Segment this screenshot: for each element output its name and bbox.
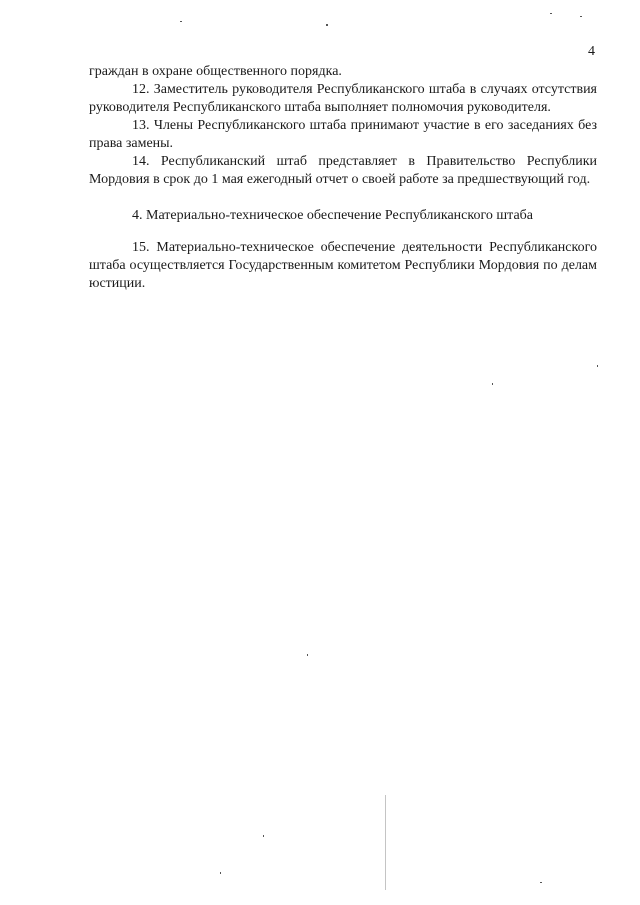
scan-speck xyxy=(550,13,552,14)
scan-speck xyxy=(307,654,308,656)
paragraph-continuation: граждан в охране общественного порядка. xyxy=(89,64,342,79)
scan-speck xyxy=(540,882,542,883)
paragraph-13: 13. Члены Республиканского штаба принимают участие в его заседаниях без права замены. xyxy=(89,118,597,151)
paragraph-14: 14. Республиканский штаб представляет в Правительство Республики Мордовия в срок до 1 мая ежегодный отчет о своей работе за предшествующий год. xyxy=(89,154,597,187)
page-number: 4 xyxy=(588,44,595,59)
scan-speck xyxy=(385,795,386,890)
scan-speck xyxy=(580,16,582,17)
paragraph-12: 12. Заместитель руководителя Республиканского штаба в случаях отсутствия руководителя Республиканского штаба выполняет полномочия руководителя. xyxy=(89,82,597,115)
scan-speck xyxy=(597,365,598,367)
scan-speck xyxy=(326,24,328,26)
scan-speck xyxy=(180,21,182,22)
section-heading: 4. Материально-техническое обеспечение Республиканского штаба xyxy=(132,208,533,223)
scan-speck xyxy=(220,872,221,874)
scan-speck xyxy=(263,835,264,837)
scan-speck xyxy=(492,383,493,385)
document-body xyxy=(89,63,597,293)
paragraph-15: 15. Материально-техническое обеспечение деятельности Республиканского штаба осуществляется Государственным комитетом Республики Мордовия по делам юстиции. xyxy=(89,240,597,291)
